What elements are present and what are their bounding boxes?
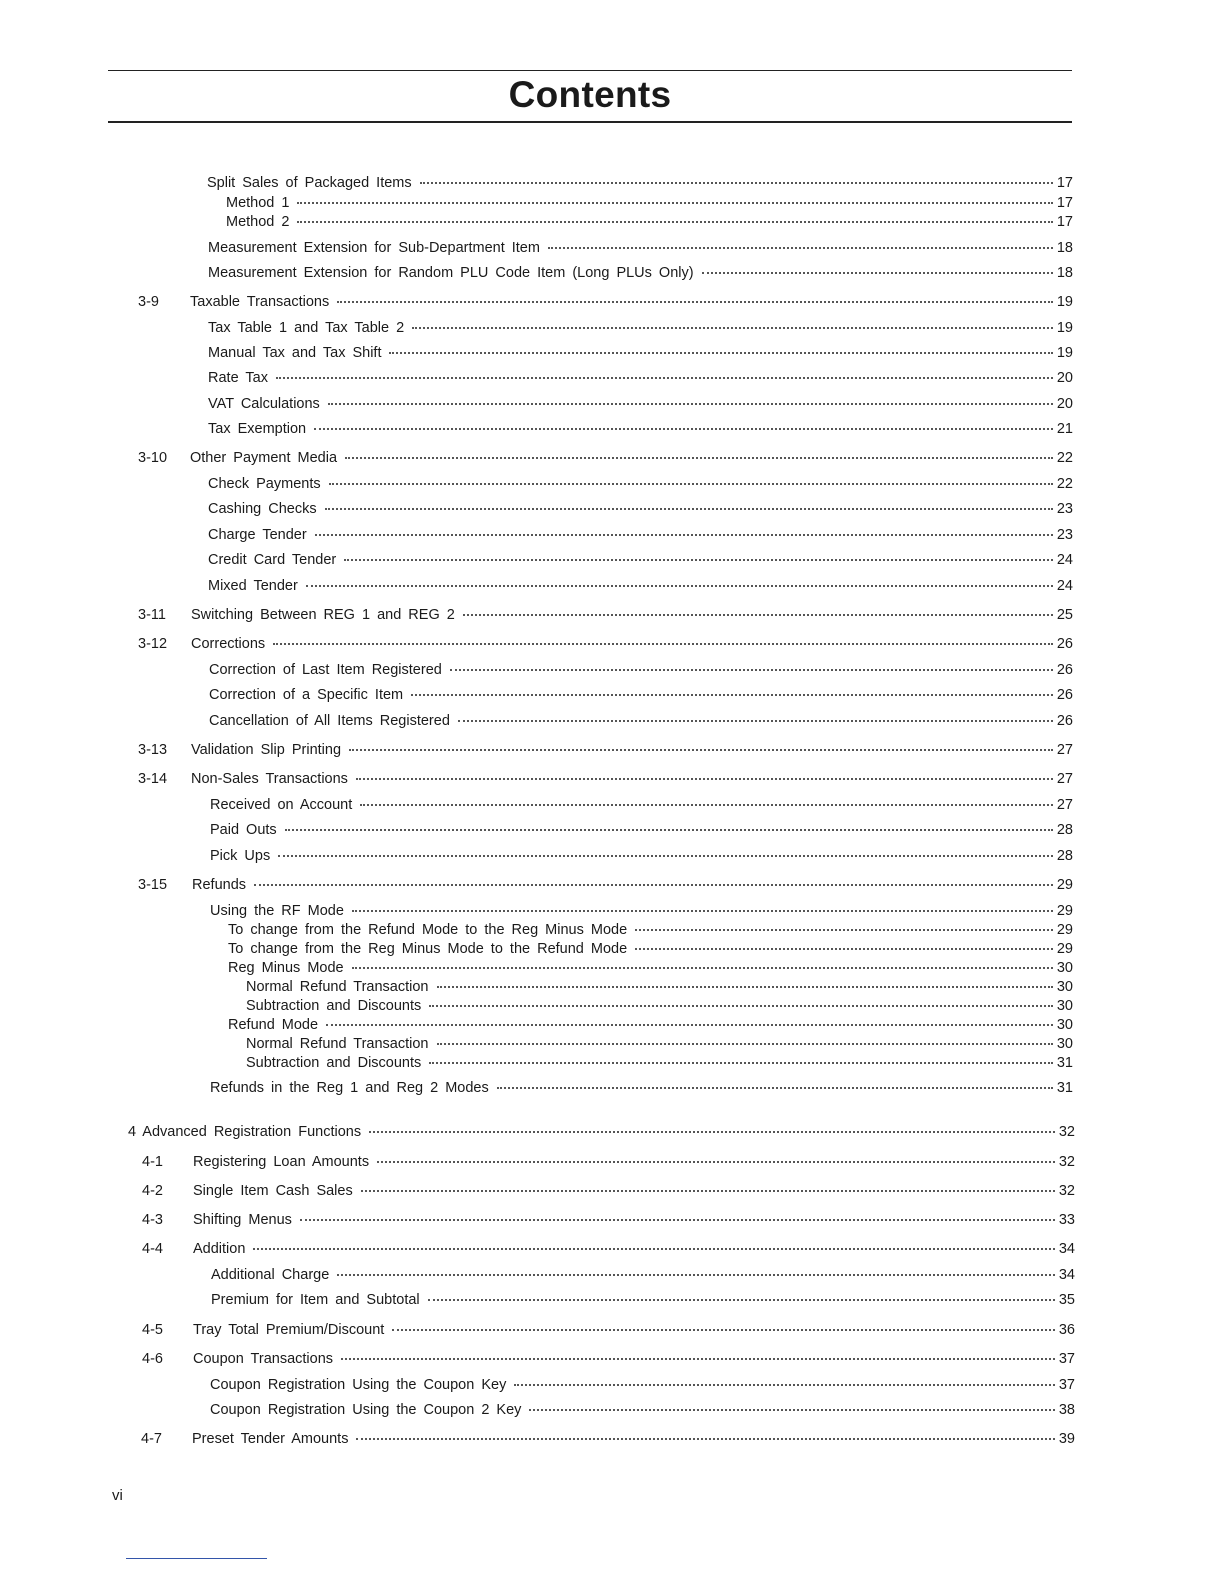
toc-leader-dots (273, 643, 1053, 645)
toc-entry[interactable] (210, 821, 1073, 839)
toc-entry-title: To change from the Refund Mode to the Reg Minus Mode (228, 922, 628, 938)
toc-entry[interactable] (208, 239, 1073, 257)
toc-entry[interactable] (246, 1035, 1073, 1053)
toc-page-number: 25 (1056, 607, 1073, 623)
toc-entry-title: Reg Minus Mode (228, 960, 344, 976)
toc-entry[interactable] (228, 921, 1073, 939)
toc-page-number: 17 (1056, 195, 1073, 211)
toc-page-number: 35 (1058, 1292, 1075, 1308)
toc-entry[interactable] (209, 712, 1073, 730)
toc-entry-title: Other Payment Media (190, 450, 338, 466)
toc-leader-dots (635, 929, 1053, 931)
toc-entry[interactable] (142, 1182, 1075, 1200)
toc-entry-title: Correction of Last Item Registered (209, 662, 442, 678)
toc-page-number: 29 (1056, 877, 1073, 893)
toc-entry[interactable] (138, 449, 1073, 467)
toc-entry-title: Shifting Menus (193, 1212, 292, 1228)
toc-leader-dots (352, 967, 1053, 969)
toc-entry-title: Coupon Transactions (193, 1351, 334, 1367)
toc-entry[interactable] (208, 526, 1073, 544)
toc-entry-title: Credit Card Tender (208, 552, 337, 568)
toc-section-number: 4-6 (142, 1351, 163, 1367)
toc-page-number: 28 (1056, 848, 1073, 864)
toc-leader-dots (514, 1384, 1055, 1386)
toc-page-number: 26 (1056, 687, 1073, 703)
toc-entry-title: Mixed Tender (208, 578, 298, 594)
toc-leader-dots (450, 669, 1053, 671)
toc-entry-title: Correction of a Specific Item (209, 687, 404, 703)
toc-entry[interactable] (128, 1123, 1075, 1141)
toc-leader-dots (635, 948, 1053, 950)
toc-leader-dots (278, 855, 1053, 857)
toc-leader-dots (429, 1062, 1053, 1064)
toc-leader-dots (300, 1219, 1055, 1221)
toc-entry-title: Addition (193, 1241, 246, 1257)
toc-leader-dots (420, 182, 1053, 184)
toc-entry[interactable] (138, 876, 1073, 894)
toc-section-number: 3-12 (138, 636, 168, 652)
toc-page-number: 22 (1056, 476, 1073, 492)
toc-entry[interactable] (211, 1266, 1075, 1284)
toc-leader-dots (315, 534, 1053, 536)
toc-entry[interactable] (210, 796, 1073, 814)
toc-entry[interactable] (208, 264, 1073, 282)
toc-page-number: 19 (1056, 345, 1073, 361)
toc-leader-dots (463, 614, 1053, 616)
footer-mark (126, 1558, 267, 1559)
toc-page-number: 20 (1056, 396, 1073, 412)
toc-page-number: 22 (1056, 450, 1073, 466)
toc-section-number: 3-10 (138, 450, 168, 466)
toc-leader-dots (412, 327, 1053, 329)
toc-entry[interactable] (210, 847, 1073, 865)
toc-entry-title: Taxable Transactions (190, 294, 330, 310)
toc-page-number: 30 (1056, 998, 1073, 1014)
toc-entry-title: Tray Total Premium/Discount (193, 1322, 385, 1338)
toc-entry-title: Subtraction and Discounts (246, 1055, 422, 1071)
toc-page-number: 39 (1058, 1431, 1075, 1447)
toc-entry-title: Coupon Registration Using the Coupon Key (210, 1377, 507, 1393)
toc-entry[interactable] (209, 661, 1073, 679)
toc-entry[interactable] (246, 1054, 1073, 1072)
toc-page-number: 27 (1056, 742, 1073, 758)
toc-entry-title: Tax Table 1 and Tax Table 2 (208, 320, 405, 336)
toc-entry[interactable] (208, 344, 1073, 362)
toc-entry[interactable] (210, 1401, 1075, 1419)
toc-leader-dots (702, 272, 1053, 274)
toc-leader-dots (254, 884, 1053, 886)
toc-leader-dots (437, 1043, 1053, 1045)
toc-page-number: 27 (1056, 797, 1073, 813)
toc-entry-title: Check Payments (208, 476, 321, 492)
toc-leader-dots (314, 428, 1053, 430)
toc-entry[interactable] (142, 1321, 1075, 1339)
toc-entry-title: VAT Calculations (208, 396, 320, 412)
toc-page-number: 37 (1058, 1351, 1075, 1367)
toc-page-number: 33 (1058, 1212, 1075, 1228)
toc-page-number: 24 (1056, 552, 1073, 568)
toc-entry[interactable] (142, 1211, 1075, 1229)
toc-entry-title: Tax Exemption (208, 421, 307, 437)
toc-page-number: 30 (1056, 979, 1073, 995)
toc-leader-dots (345, 457, 1053, 459)
toc-entry[interactable] (226, 213, 1073, 231)
toc-entry[interactable] (208, 577, 1073, 595)
toc-leader-dots (253, 1248, 1054, 1250)
toc-entry-title: Additional Charge (211, 1267, 330, 1283)
toc-entry[interactable] (208, 551, 1073, 569)
toc-section-number: 4-1 (142, 1154, 163, 1170)
toc-entry[interactable] (246, 997, 1073, 1015)
toc-entry[interactable] (142, 1153, 1075, 1171)
toc-leader-dots (325, 508, 1053, 510)
toc-leader-dots (329, 483, 1053, 485)
toc-leader-dots (437, 986, 1053, 988)
toc-entry-title: Measurement Extension for Sub-Department Item (208, 240, 540, 256)
toc-entry-title: Paid Outs (210, 822, 277, 838)
toc-page-number: 24 (1056, 578, 1073, 594)
toc-leader-dots (349, 749, 1053, 751)
toc-entry[interactable] (208, 395, 1073, 413)
toc-page-number: 27 (1056, 771, 1073, 787)
toc-entry[interactable] (210, 1079, 1073, 1097)
toc-page-number: 32 (1058, 1154, 1075, 1170)
toc-page-number: 26 (1056, 636, 1073, 652)
toc-leader-dots (429, 1005, 1053, 1007)
toc-leader-dots (356, 778, 1053, 780)
toc-entry-title: Corrections (191, 636, 266, 652)
toc-leader-dots (326, 1024, 1053, 1026)
toc-entry[interactable] (141, 1430, 1075, 1448)
toc-page-number: 17 (1056, 214, 1073, 230)
page-title: Contents (508, 74, 672, 115)
toc-entry[interactable] (138, 741, 1073, 759)
toc-page-number: 26 (1056, 662, 1073, 678)
toc-page-number: 31 (1056, 1055, 1073, 1071)
toc-page-number: 18 (1056, 265, 1073, 281)
toc-leader-dots (337, 301, 1053, 303)
toc-page-number: 19 (1056, 294, 1073, 310)
toc-entry[interactable] (138, 606, 1073, 624)
toc-entry[interactable] (210, 902, 1073, 920)
toc-entry-title: 4 Advanced Registration Functions (128, 1124, 362, 1140)
toc-section-number: 3-11 (138, 607, 166, 623)
toc-section-number: 3-15 (138, 877, 168, 893)
toc-entry-title: Pick Ups (210, 848, 271, 864)
toc-leader-dots (361, 1190, 1055, 1192)
toc-section-number: 3-14 (138, 771, 168, 787)
toc-section-number: 4-5 (142, 1322, 163, 1338)
toc-page-number: 38 (1058, 1402, 1075, 1418)
toc-page-number: 37 (1058, 1377, 1075, 1393)
toc-entry[interactable] (138, 635, 1073, 653)
toc-leader-dots (341, 1358, 1055, 1360)
toc-leader-dots (548, 247, 1053, 249)
toc-leader-dots (276, 377, 1053, 379)
toc-page-number: 29 (1056, 941, 1073, 957)
toc-entry-title: Charge Tender (208, 527, 307, 543)
toc-page-number: 30 (1056, 960, 1073, 976)
toc-entry-title: Switching Between REG 1 and REG 2 (191, 607, 455, 623)
toc-page-number: 21 (1056, 421, 1073, 437)
toc-leader-dots (411, 694, 1053, 696)
toc-entry-title: Validation Slip Printing (191, 742, 342, 758)
toc-entry-title: Normal Refund Transaction (246, 979, 429, 995)
toc-entry-title: Cancellation of All Items Registered (209, 713, 450, 729)
toc-entry-title: Subtraction and Discounts (246, 998, 422, 1014)
toc-entry-title: Registering Loan Amounts (193, 1154, 370, 1170)
toc-page-number: 30 (1056, 1017, 1073, 1033)
toc-leader-dots (377, 1161, 1055, 1163)
toc-section-number: 3-9 (138, 294, 159, 310)
toc-entry-title: Rate Tax (208, 370, 268, 386)
toc-entry[interactable] (207, 174, 1073, 192)
toc-entry-title: Refunds (192, 877, 247, 893)
page-folio: vi (112, 1487, 123, 1504)
toc-section-number: 3-13 (138, 742, 168, 758)
toc-entry[interactable] (208, 369, 1073, 387)
toc-section-number: 4-2 (142, 1183, 163, 1199)
toc-page-number: 29 (1056, 903, 1073, 919)
toc-page-number: 34 (1058, 1241, 1075, 1257)
toc-leader-dots (344, 559, 1053, 561)
toc-entry-title: Split Sales of Packaged Items (207, 175, 412, 191)
toc-page-number: 23 (1056, 501, 1073, 517)
toc-entry-title: Using the RF Mode (210, 903, 344, 919)
toc-entry-title: Premium for Item and Subtotal (211, 1292, 420, 1308)
toc-leader-dots (428, 1299, 1055, 1301)
toc-page-number: 30 (1056, 1036, 1073, 1052)
toc-entry[interactable] (138, 293, 1073, 311)
toc-page-number: 34 (1058, 1267, 1075, 1283)
toc-entry-title: Preset Tender Amounts (192, 1431, 349, 1447)
toc-entry-title: Normal Refund Transaction (246, 1036, 429, 1052)
toc-entry[interactable] (228, 959, 1073, 977)
toc-leader-dots (306, 585, 1053, 587)
toc-entry[interactable] (209, 686, 1073, 704)
toc-entry-title: Method 1 (226, 195, 290, 211)
toc-leader-dots (369, 1131, 1055, 1133)
toc-entry[interactable] (211, 1291, 1075, 1309)
toc-entry[interactable] (138, 770, 1073, 788)
toc-entry[interactable] (208, 475, 1073, 493)
toc-entry-title: Refund Mode (228, 1017, 319, 1033)
toc-leader-dots (356, 1438, 1054, 1440)
toc-entry-title: Received on Account (210, 797, 353, 813)
toc-leader-dots (529, 1409, 1054, 1411)
toc-page-number: 20 (1056, 370, 1073, 386)
toc-leader-dots (392, 1329, 1055, 1331)
toc-section-number: 4-4 (142, 1241, 163, 1257)
toc-leader-dots (458, 720, 1053, 722)
toc-page-number: 32 (1058, 1124, 1075, 1140)
toc-leader-dots (297, 202, 1052, 204)
toc-entry[interactable] (246, 978, 1073, 996)
toc-page-number: 23 (1056, 527, 1073, 543)
toc-leader-dots (285, 829, 1053, 831)
toc-page-number: 19 (1056, 320, 1073, 336)
toc-leader-dots (328, 403, 1053, 405)
toc-leader-dots (360, 804, 1053, 806)
toc-leader-dots (497, 1087, 1053, 1089)
toc-entry-title: Refunds in the Reg 1 and Reg 2 Modes (210, 1080, 489, 1096)
toc-entry[interactable] (142, 1240, 1075, 1258)
toc-entry[interactable] (142, 1350, 1075, 1368)
toc-entry[interactable] (210, 1376, 1075, 1394)
toc-entry[interactable] (226, 194, 1073, 212)
toc-page-number: 29 (1056, 922, 1073, 938)
toc-page-number: 17 (1056, 175, 1073, 191)
toc-entry-title: Measurement Extension for Random PLU Code Item (Long PLUs Only) (208, 265, 694, 281)
toc-leader-dots (389, 352, 1052, 354)
toc-page-number: 18 (1056, 240, 1073, 256)
toc-entry[interactable] (208, 500, 1073, 518)
toc-section-number: 4-3 (142, 1212, 163, 1228)
toc-entry-title: Non-Sales Transactions (191, 771, 348, 787)
toc-page-number: 31 (1056, 1080, 1073, 1096)
toc-entry[interactable] (228, 940, 1073, 958)
toc-leader-dots (297, 221, 1052, 223)
toc-page-number: 28 (1056, 822, 1073, 838)
toc-leader-dots (352, 910, 1053, 912)
toc-entry[interactable] (208, 420, 1073, 438)
toc-entry[interactable] (208, 319, 1073, 337)
toc-leader-dots (337, 1274, 1055, 1276)
toc-entry-title: To change from the Reg Minus Mode to the Refund Mode (228, 941, 628, 957)
toc-entry-title: Cashing Checks (208, 501, 317, 517)
toc-section-number: 4-7 (141, 1431, 162, 1447)
toc-entry[interactable] (228, 1016, 1073, 1034)
toc-page-number: 36 (1058, 1322, 1075, 1338)
toc-page-number: 32 (1058, 1183, 1075, 1199)
toc-entry-title: Single Item Cash Sales (193, 1183, 353, 1199)
toc-page-number: 26 (1056, 713, 1073, 729)
toc-entry-title: Manual Tax and Tax Shift (208, 345, 382, 361)
toc-entry-title: Method 2 (226, 214, 290, 230)
toc-entry-title: Coupon Registration Using the Coupon 2 Key (210, 1402, 522, 1418)
